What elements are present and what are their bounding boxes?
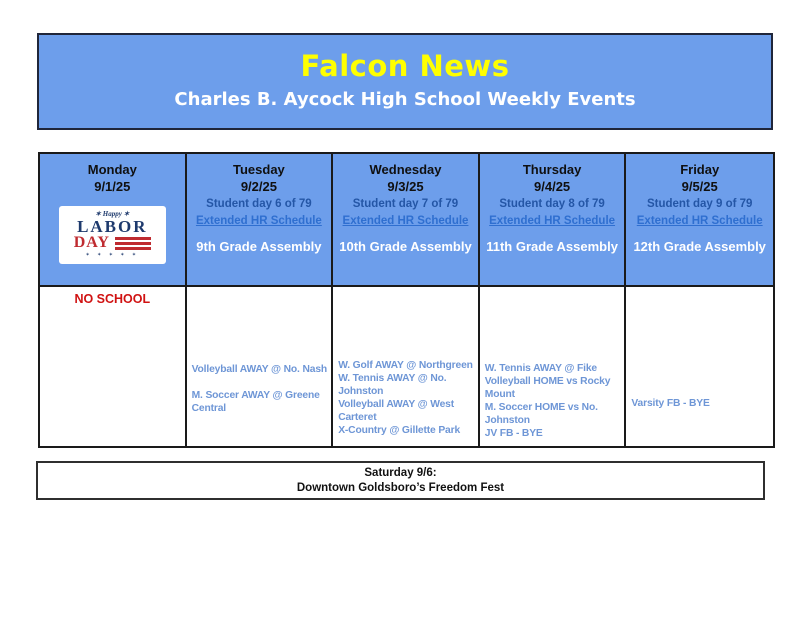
event-item: X-Country @ Gillette Park bbox=[338, 425, 461, 436]
day-body-monday bbox=[40, 287, 187, 446]
event-item: M. Soccer AWAY @ Greene Central bbox=[191, 390, 320, 414]
event-item: Varsity FB - BYE bbox=[631, 398, 710, 409]
day-header-monday bbox=[40, 154, 187, 287]
extended-hr-schedule-link[interactable]: Extended HR Schedule bbox=[195, 215, 322, 227]
student-day-count: Student day 6 of 79 bbox=[206, 198, 312, 210]
day-header-friday bbox=[626, 154, 773, 287]
day-date: 9/1/25 bbox=[94, 179, 131, 194]
labor-day-stars: ✶ ✶ ✶ ✶ ✶ bbox=[85, 252, 140, 258]
student-day-count: Student day 8 of 79 bbox=[499, 198, 605, 210]
day-name: Friday bbox=[680, 162, 720, 177]
day-header-tuesday bbox=[187, 154, 334, 287]
event-item: Volleyball AWAY @ West Carteret bbox=[338, 399, 455, 423]
day-date: 9/3/25 bbox=[387, 179, 424, 194]
student-day-count: Student day 9 of 79 bbox=[646, 198, 753, 210]
event-item: Volleyball HOME vs Rocky Mount bbox=[484, 376, 611, 400]
labor-day-day-text: DAY bbox=[73, 234, 110, 251]
flag-stripes-icon bbox=[115, 235, 151, 252]
saturday-date-label: Saturday 9/6: bbox=[364, 467, 437, 479]
day-body-wednesday bbox=[333, 287, 480, 446]
day-header-wednesday bbox=[333, 154, 480, 287]
extended-hr-schedule-link[interactable]: Extended HR Schedule bbox=[489, 215, 616, 227]
event-item: W. Tennis AWAY @ Fike bbox=[484, 363, 597, 374]
day-body-tuesday bbox=[187, 287, 334, 446]
assembly-label: 10th Grade Assembly bbox=[339, 239, 472, 254]
labor-day-happy-text: ✶ Happy ✶ bbox=[95, 210, 130, 218]
day-body-friday bbox=[626, 287, 773, 446]
no-school-label: NO SCHOOL bbox=[74, 292, 151, 306]
page-title: Falcon News bbox=[300, 49, 510, 83]
day-header-thursday bbox=[480, 154, 627, 287]
day-name: Tuesday bbox=[233, 162, 285, 177]
weekly-events-table bbox=[38, 152, 775, 448]
assembly-label: 11th Grade Assembly bbox=[486, 239, 618, 254]
saturday-events-box bbox=[36, 461, 765, 500]
extended-hr-schedule-link[interactable]: Extended HR Schedule bbox=[342, 215, 469, 227]
labor-day-image bbox=[59, 206, 166, 264]
student-day-count: Student day 7 of 79 bbox=[352, 198, 459, 210]
event-item: JV FB - BYE bbox=[484, 428, 543, 439]
day-date: 9/5/25 bbox=[681, 179, 718, 194]
assembly-label: 9th Grade Assembly bbox=[196, 239, 322, 254]
labor-day-labor-text: LABOR bbox=[77, 217, 148, 236]
event-item: Volleyball AWAY @ No. Nash bbox=[191, 364, 328, 375]
day-name: Thursday bbox=[522, 162, 582, 177]
day-date: 9/2/25 bbox=[240, 179, 277, 194]
event-item: W. Golf AWAY @ Northgreen bbox=[338, 360, 473, 371]
day-name: Monday bbox=[87, 162, 137, 177]
assembly-label: 12th Grade Assembly bbox=[633, 239, 766, 254]
day-date: 9/4/25 bbox=[534, 179, 571, 194]
day-name: Wednesday bbox=[369, 162, 442, 177]
labor-day-day-row bbox=[59, 235, 166, 251]
event-item: W. Tennis AWAY @ No. Johnston bbox=[338, 373, 447, 397]
day-body-thursday bbox=[480, 287, 627, 446]
saturday-event-label: Downtown Goldsboro’s Freedom Fest bbox=[296, 481, 505, 494]
extended-hr-schedule-link[interactable]: Extended HR Schedule bbox=[636, 215, 763, 227]
event-item: M. Soccer HOME vs No. Johnston bbox=[484, 402, 598, 426]
newsletter-banner bbox=[37, 33, 773, 130]
page-subtitle: Charles B. Aycock High School Weekly Events bbox=[174, 89, 636, 110]
